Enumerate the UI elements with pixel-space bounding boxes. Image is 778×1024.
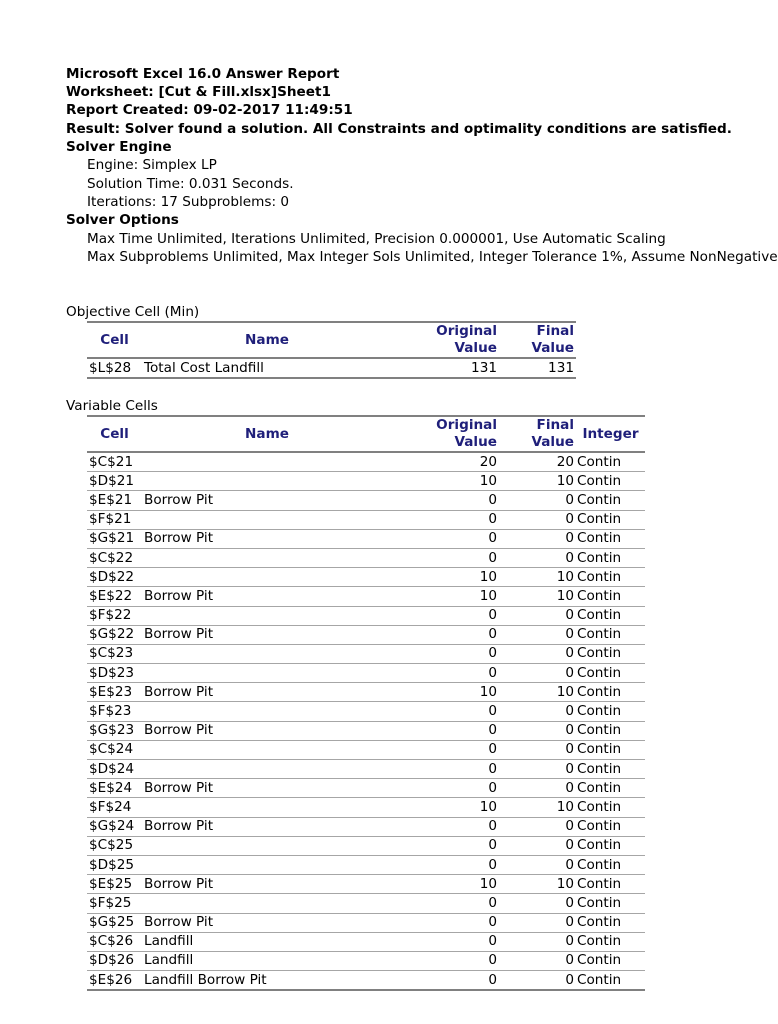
cell-name (142, 740, 392, 759)
final-value: 0 (565, 837, 574, 854)
original-value: 0 (488, 971, 497, 988)
cell-name (142, 548, 392, 567)
table-row (87, 529, 645, 548)
final-value: 0 (565, 664, 574, 681)
objective-table (87, 321, 576, 379)
cell-name: Borrow Pit (144, 779, 214, 796)
final-value: 0 (565, 933, 574, 950)
cell-ref: $C$21 (89, 453, 134, 470)
final-value: 0 (565, 607, 574, 624)
integer-type: Contin (577, 491, 622, 508)
integer-type: Contin (577, 664, 622, 681)
cell-ref: $G$24 (89, 818, 135, 835)
cell-ref: $E$24 (89, 779, 133, 796)
cell-ref: $G$23 (89, 722, 135, 739)
table-row (87, 760, 645, 779)
original-value: 0 (488, 626, 497, 643)
table-row (87, 913, 645, 932)
final-value: 20 (556, 453, 574, 470)
header-original-value: Original Value (436, 417, 497, 450)
solver-engine-heading: Solver Engine (66, 139, 172, 155)
original-value: 0 (488, 837, 497, 854)
original-value: 0 (488, 722, 497, 739)
integer-type: Contin (577, 894, 622, 911)
cell-name: Borrow Pit (144, 683, 214, 700)
original-value: 0 (488, 645, 497, 662)
cell-name: Landfill (144, 933, 194, 950)
table-row (87, 798, 645, 817)
original-value: 0 (488, 703, 497, 720)
cell-name (142, 836, 392, 855)
table-row (87, 587, 645, 606)
report-created: Report Created: 09-02-2017 11:49:51 (66, 102, 353, 118)
cell-name (142, 798, 392, 817)
cell-ref: $D$26 (89, 952, 135, 969)
integer-type: Contin (577, 952, 622, 969)
table-row (87, 971, 645, 991)
table-row (87, 894, 645, 913)
cell-ref: $F$21 (89, 511, 132, 528)
cell-ref: $E$21 (89, 491, 133, 508)
original-value: 0 (488, 511, 497, 528)
header-integer: Integer (582, 425, 639, 442)
cell-name: Borrow Pit (144, 722, 214, 739)
header-cell: Cell (100, 331, 129, 348)
table-row (87, 836, 645, 855)
report-title: Microsoft Excel 16.0 Answer Report (66, 66, 340, 82)
integer-type: Contin (577, 549, 622, 566)
table-row (87, 875, 645, 894)
original-value: 0 (488, 818, 497, 835)
cell-name: Landfill (144, 952, 194, 969)
table-row (87, 452, 645, 472)
cell-ref: $C$23 (89, 645, 134, 662)
cell-name: Landfill Borrow Pit (144, 971, 267, 988)
integer-type: Contin (577, 741, 622, 758)
final-value: 131 (548, 359, 574, 376)
cell-ref: $D$23 (89, 664, 135, 681)
integer-type: Contin (577, 722, 622, 739)
cell-ref: $E$25 (89, 875, 133, 892)
cell-ref: $G$22 (89, 626, 135, 643)
header-final-value: Final Value (531, 323, 574, 356)
integer-type: Contin (577, 703, 622, 720)
final-value: 0 (565, 914, 574, 931)
table-row (87, 779, 645, 798)
original-value: 0 (488, 530, 497, 547)
cell-ref: $C$25 (89, 837, 134, 854)
final-value: 0 (565, 760, 574, 777)
cell-ref: $F$25 (89, 894, 132, 911)
options-line: Max Subproblems Unlimited, Max Integer Sols Unlimited, Integer Tolerance 1%, Assume NonNegative (87, 249, 778, 265)
integer-type: Contin (577, 645, 622, 662)
original-value: 131 (471, 359, 497, 376)
original-value: 10 (479, 472, 497, 489)
final-value: 0 (565, 491, 574, 508)
integer-type: Contin (577, 837, 622, 854)
final-value: 0 (565, 894, 574, 911)
final-value: 0 (565, 818, 574, 835)
cell-name: Borrow Pit (144, 914, 214, 931)
cell-name: Borrow Pit (144, 491, 214, 508)
cell-ref: $C$22 (89, 549, 134, 566)
integer-type: Contin (577, 779, 622, 796)
cell-name (142, 606, 392, 625)
final-value: 0 (565, 530, 574, 547)
report-worksheet: Worksheet: [Cut & Fill.xlsx]Sheet1 (66, 84, 331, 100)
integer-type: Contin (577, 511, 622, 528)
integer-type: Contin (577, 683, 622, 700)
original-value: 0 (488, 549, 497, 566)
table-row (87, 702, 645, 721)
cell-ref: $D$25 (89, 856, 135, 873)
cell-ref: $F$24 (89, 798, 132, 815)
table-row (87, 568, 645, 587)
final-value: 0 (565, 626, 574, 643)
cell-ref: $F$23 (89, 703, 132, 720)
cell-ref: $C$26 (89, 933, 134, 950)
table-row (87, 625, 645, 644)
original-value: 20 (479, 453, 497, 470)
table-row (87, 644, 645, 663)
integer-type: Contin (577, 971, 622, 988)
cell-name: Borrow Pit (144, 818, 214, 835)
final-value: 10 (556, 875, 574, 892)
original-value: 10 (479, 683, 497, 700)
original-value: 10 (479, 875, 497, 892)
final-value: 0 (565, 722, 574, 739)
integer-type: Contin (577, 453, 622, 470)
integer-type: Contin (577, 818, 622, 835)
cell-name (142, 664, 392, 683)
original-value: 10 (479, 587, 497, 604)
original-value: 0 (488, 491, 497, 508)
cell-name (142, 452, 392, 472)
variable-cells-table (87, 415, 645, 991)
report-result: Result: Solver found a solution. All Constraints and optimality conditions are satisfied. (66, 121, 732, 137)
integer-type: Contin (577, 760, 622, 777)
table-row (87, 548, 645, 567)
original-value: 0 (488, 856, 497, 873)
original-value: 0 (488, 933, 497, 950)
final-value: 0 (565, 856, 574, 873)
solver-options-heading: Solver Options (66, 212, 179, 228)
original-value: 0 (488, 741, 497, 758)
final-value: 10 (556, 472, 574, 489)
cell-name (142, 644, 392, 663)
integer-type: Contin (577, 798, 622, 815)
cell-ref: $D$24 (89, 760, 135, 777)
table-header-row (87, 322, 576, 358)
table-row (87, 664, 645, 683)
final-value: 0 (565, 779, 574, 796)
final-value: 0 (565, 971, 574, 988)
final-value: 10 (556, 683, 574, 700)
cell-ref: $F$22 (89, 607, 132, 624)
cell-ref: $G$21 (89, 530, 135, 547)
cell-ref: $D$21 (89, 472, 135, 489)
header-cell: Cell (100, 425, 129, 442)
cell-name (142, 510, 392, 529)
engine-line: Engine: Simplex LP (87, 157, 217, 173)
integer-type: Contin (577, 472, 622, 489)
header-final-value: Final Value (531, 417, 574, 450)
final-value: 0 (565, 645, 574, 662)
final-value: 0 (565, 511, 574, 528)
variable-section-title: Variable Cells (66, 398, 158, 414)
cell-name (142, 472, 392, 491)
cell-ref: $L$28 (89, 359, 132, 376)
original-value: 0 (488, 760, 497, 777)
table-row (87, 683, 645, 702)
final-value: 0 (565, 549, 574, 566)
integer-type: Contin (577, 587, 622, 604)
cell-ref: $G$25 (89, 914, 135, 931)
original-value: 10 (479, 568, 497, 585)
cell-name (142, 568, 392, 587)
cell-name (142, 894, 392, 913)
header-name: Name (245, 331, 289, 348)
table-header-row (87, 416, 645, 452)
final-value: 10 (556, 798, 574, 815)
integer-type: Contin (577, 914, 622, 931)
cell-ref: $D$22 (89, 568, 135, 585)
table-row (87, 510, 645, 529)
cell-name: Total Cost Landfill (144, 359, 264, 376)
original-value: 0 (488, 914, 497, 931)
original-value: 0 (488, 894, 497, 911)
cell-name (142, 702, 392, 721)
cell-ref: $E$23 (89, 683, 133, 700)
table-row (87, 606, 645, 625)
final-value: 10 (556, 568, 574, 585)
original-value: 0 (488, 952, 497, 969)
options-line: Max Time Unlimited, Iterations Unlimited, Precision 0.000001, Use Automatic Scaling (87, 231, 666, 247)
header-original-value: Original Value (436, 323, 497, 356)
cell-name: Borrow Pit (144, 875, 214, 892)
final-value: 0 (565, 741, 574, 758)
table-row (87, 721, 645, 740)
table-row (87, 951, 645, 970)
table-row (87, 855, 645, 874)
final-value: 0 (565, 952, 574, 969)
table-row (87, 358, 576, 378)
integer-type: Contin (577, 856, 622, 873)
final-value: 0 (565, 703, 574, 720)
header-name: Name (245, 425, 289, 442)
table-row (87, 491, 645, 510)
original-value: 0 (488, 664, 497, 681)
table-row (87, 472, 645, 491)
cell-name (142, 855, 392, 874)
original-value: 0 (488, 779, 497, 796)
integer-type: Contin (577, 875, 622, 892)
integer-type: Contin (577, 626, 622, 643)
cell-name: Borrow Pit (144, 626, 214, 643)
cell-name (142, 760, 392, 779)
original-value: 0 (488, 607, 497, 624)
final-value: 10 (556, 587, 574, 604)
cell-ref: $C$24 (89, 741, 134, 758)
cell-ref: $E$26 (89, 971, 133, 988)
table-row (87, 932, 645, 951)
integer-type: Contin (577, 933, 622, 950)
engine-line: Solution Time: 0.031 Seconds. (87, 176, 294, 192)
objective-section-title: Objective Cell (Min) (66, 304, 200, 320)
table-row (87, 817, 645, 836)
cell-name: Borrow Pit (144, 587, 214, 604)
original-value: 10 (479, 798, 497, 815)
integer-type: Contin (577, 568, 622, 585)
integer-type: Contin (577, 530, 622, 547)
engine-line: Iterations: 17 Subproblems: 0 (87, 194, 290, 210)
cell-ref: $E$22 (89, 587, 133, 604)
table-row (87, 740, 645, 759)
cell-name: Borrow Pit (144, 530, 214, 547)
integer-type: Contin (577, 607, 622, 624)
